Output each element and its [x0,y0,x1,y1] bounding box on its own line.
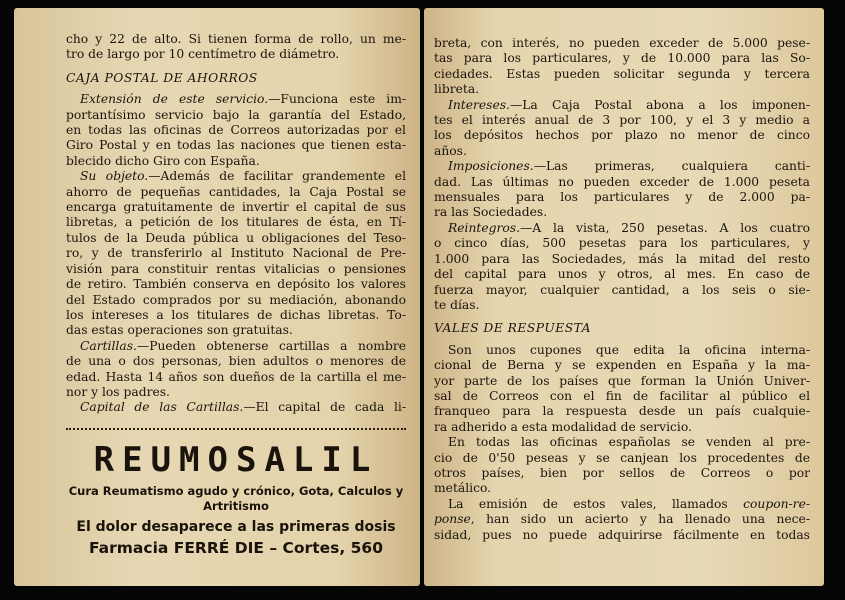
right-page-text-line: ra adherido a esta modalidad de servicio. [434,419,692,434]
right-page-text-line: Son unos cupones que edita la oficina interna- [448,342,810,357]
ad-brand: REUMOSALIL [93,440,379,480]
right-page-text-line: ponse, han sido un acierto y ha llenado una nece- [434,512,810,527]
paragraph-lead: ponse [434,512,471,527]
right-page [424,8,824,586]
paragraph-lead: Intereses. [448,97,510,112]
left-page-text-line: encarga gratuitamente de invertir el capital de sus [66,200,406,215]
left-page-text-line: das estas operaciones son gratuitas. [66,323,293,338]
left-page [14,8,420,586]
right-page-text-line: Imposiciones.—Las primeras, cualquiera canti- [448,159,810,174]
right-page-text-line: Intereses.—La Caja Postal abona a los imponen- [448,97,810,112]
right-page-text-line: los depósitos hechos por plazo no menor de cinco [434,128,810,143]
right-page-text-line: fuerza mayor, cualquier cantidad, a los seis o sie- [434,282,810,297]
right-page-text-line: cio de 0'50 peseas y se canjean los procedentes de [434,450,810,465]
left-page-text-line: del Estado comprados por su mediación, abonando [66,292,406,307]
right-page-text-line: del capital para unos y otros, al mes. En caso de [434,267,810,282]
ad-claim: El dolor desaparece a las primeras dosis [76,518,396,535]
left-page-text-line: Cartillas.—Pueden obtenerse cartillas a nombre [80,338,406,353]
left-page-text-line: tulos de la Deuda pública u obligaciones del Teso- [66,230,406,245]
left-page-text-line: visión para constituir rentas vitalicias o pensiones [66,261,406,276]
left-page-text-line: nor y los padres. [66,384,170,399]
right-page-text-line: Reintegros.—A la vista, 250 pesetas. A los cuatro [448,220,810,235]
left-page-text-line: ro, y de transferirlo al Instituto Nacional de Pre- [66,246,406,261]
right-page-text-line: tas para los particulares, y de 10.000 para las So- [434,51,810,66]
left-page-text-line: Capital de las Cartillas.—El capital de cada li- [80,400,406,415]
right-page-text-line: te días. [434,297,480,312]
left-page-text-line: Giro Postal y en todas las naciones que tienen esta- [66,138,406,153]
left-page-text-line: de una o dos personas, bien adultos o menores de [66,354,406,369]
paragraph-lead: Extensión de este servicio. [80,92,269,107]
right-page-text-line: tes el interés anual de 3 por 100, y el 3 y medio a [434,113,810,128]
right-page-text-line: años. [434,143,467,158]
left-page-text-line: de retiro. También conserva en depósito los valores [66,277,406,292]
ad-tagline: Cura Reumatismo agudo y crónico, Gota, Calculos y Artritismo [68,484,404,514]
right-page-text [434,36,810,543]
right-page-text-line: La emisión de estos vales, llamados coupon-re- [448,496,810,511]
right-page-text-line: cional de Berna y se expenden en España y la ma- [434,358,810,373]
paragraph-lead: Cartillas. [80,338,137,353]
right-page-text-line: mensuales para los particulares y de 2.000 pa- [434,190,810,205]
left-page-text [66,32,406,416]
left-page-text-line: los intereses a los titulares de dichas libretas. To- [66,307,406,322]
reumosalil-advertisement [66,428,406,557]
left-page-text-line: Extensión de este servicio.—Funciona este im- [80,92,406,107]
paragraph-lead: Su objeto. [80,169,149,184]
right-page-text-line: yor parte de los países que forman la Unión Univer- [434,373,810,388]
left-page-section-heading: CAJA POSTAL DE AHORROS [66,70,258,85]
left-page-text-line: ahorro de pequeñas cantidades, la Caja Postal se [66,184,406,199]
right-page-text-line: breta, con interés, no pueden exceder de 5.000 pese- [434,36,810,50]
left-page-text-line: Su objeto.—Además de facilitar grandemente el [80,169,406,184]
right-page-text-line: En todas las oficinas españolas se venden al pre- [448,435,810,450]
left-page-text-line: libretas, a petición de los titulares de ésta, en Tí- [66,215,406,230]
left-page-text-line: en todas las oficinas de Correos autorizadas por el [66,123,406,138]
left-page-text-line: tro de largo por 10 centímetro de diámetro. [66,47,340,62]
right-page-text-line: 1.000 para las Sociedades, más la mitad del resto [434,251,810,266]
paragraph-lead: Capital de las Cartillas. [80,400,244,415]
paragraph-lead: Imposiciones. [448,159,534,174]
right-page-text-line: sidad, pues no puede adquirirse fácilmente en todas [434,527,810,542]
right-page-text-line: ra las Sociedades. [434,205,548,220]
right-page-section-heading: VALES DE RESPUESTA [434,321,592,336]
paragraph-lead: Reintegros. [448,220,520,235]
right-page-text-line: o cinco días, 500 pesetas para los particulares, y [434,236,810,251]
left-page-text-line: cho y 22 de alto. Si tienen forma de rollo, un me- [66,32,406,46]
left-page-text-line: edad. Hasta 14 años son dueños de la cartilla el me- [66,369,406,384]
right-page-text-line: sal de Correos con el fin de facilitar al público el [434,388,810,403]
right-page-text-line: franqueo para la respuesta desde un país cualquie- [434,404,810,419]
italic-term: coupon-re- [743,496,810,511]
right-page-text-line: libreta. [434,82,480,97]
ad-pharmacy: Farmacia FERRÉ DIE – Cortes, 560 [88,539,383,558]
right-page-text-line: otros países, bien por sellos de Correos o por [434,465,810,480]
left-page-text-line: portantísimo servicio bajo la garantía del Estado, [66,107,406,122]
left-page-text-line: blecido dicho Giro con España. [66,153,260,168]
right-page-text-line: metálico. [434,481,492,496]
right-page-text-line: dad. Las últimas no pueden exceder de 1.000 peseta [434,174,810,189]
right-page-text-line: ciedades. Estas pueden solicitar segunda y tercera [434,66,810,81]
